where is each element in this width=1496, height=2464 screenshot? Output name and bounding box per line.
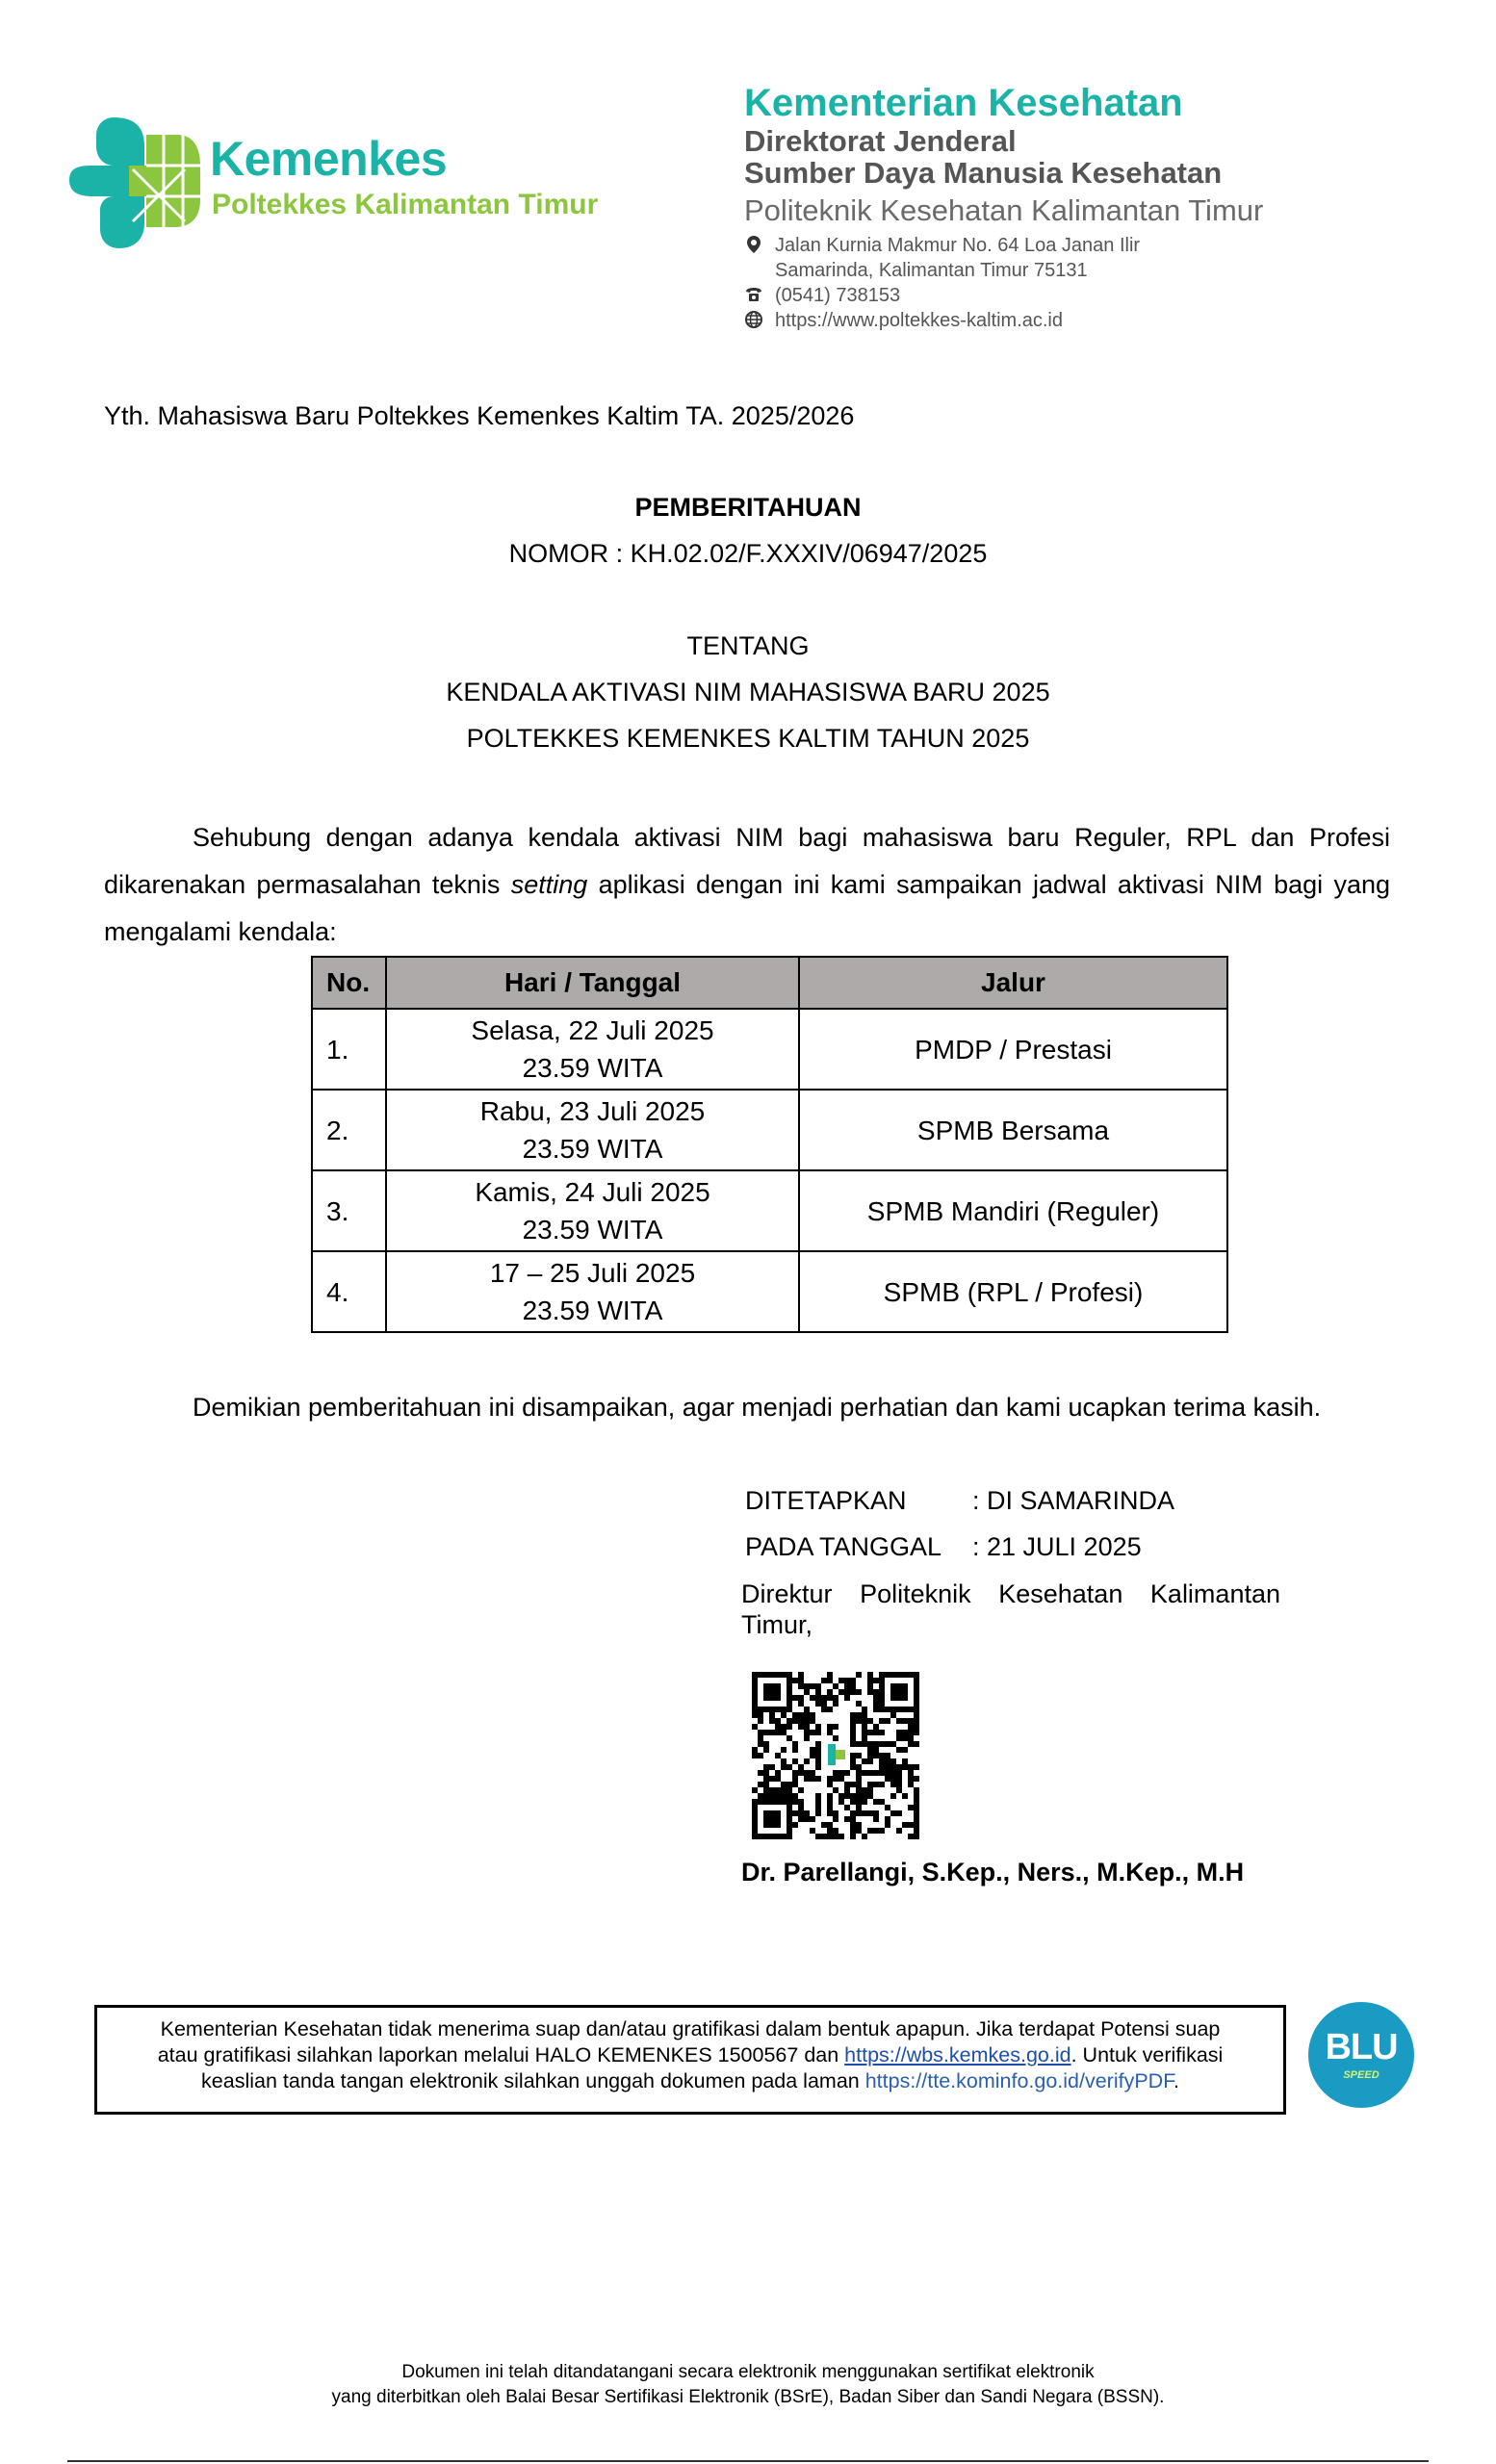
date-label: PADA TANGGAL [745,1532,942,1561]
header-route: Jalur [799,957,1227,1009]
recipient-line: Yth. Mahasiswa Baru Poltekkes Kemenkes Kaltim TA. 2025/2026 [104,401,855,430]
italic-term: setting [510,870,588,899]
table-row [312,1090,1227,1170]
closing-sentence: Demikian pemberitahuan ini disampaikan, agar menjadi perhatian dan kami ucapkan terima kasih. [193,1393,1322,1422]
row-no: 4. [312,1251,386,1332]
logo-subtitle: Poltekkes Kalimantan Timur [212,189,599,220]
table-row [312,1251,1227,1332]
phone-icon [744,285,765,306]
intro-paragraph: Sehubung dengan adanya kendala aktivasi NIM bagi mahasiswa baru Reguler, RPL dan Profesi dikarenakan permasalahan teknis setting aplikasi dengan ini kami sampaikan jadwal aktivasi NIM bagi yang mengalami kendala: [104,823,1391,946]
letterhead-block [744,81,1283,333]
blu-badge-text: BLU [1325,2027,1398,2067]
address-row [744,233,1283,258]
notice-line3: keaslian tanda tangan elektronik silahkan unggah dokumen pada laman https://tte.kominfo.go.id/verifyPDF. [201,2069,1179,2092]
signer-role-line2: Timur, [741,1610,812,1639]
ministry-name: Kementerian Kesehatan [744,82,1183,124]
row-route: PMDP / Prestasi [799,1009,1227,1090]
logo-wordmark: Kemenkes [210,132,448,186]
phone-number: (0541) 738153 [775,285,901,306]
table-row [312,1009,1227,1090]
directorate-line1: Direktorat Jenderal [744,124,1017,158]
bottom-rule [67,2460,1429,2462]
notice-line1: Kementerian Kesehatan tidak menerima suap dan/atau gratifikasi dalam bentuk apapun. Jika terdapat Potensi suap [160,2017,1221,2040]
notice-line2: atau gratifikasi silahkan laporkan melalui HALO KEMENKES 1500567 dan https://wbs.kemkes.go.id. Untuk verifikasi [157,2043,1224,2066]
globe-icon [744,310,765,331]
row-no: 3. [312,1170,386,1251]
document-number: NOMOR : KH.02.02/F.XXXIV/06947/2025 [508,539,988,568]
qr-code-icon [751,1671,920,1840]
row-no: 1. [312,1009,386,1090]
row-date: 17 – 25 Juli 2025 23.59 WITA [386,1251,799,1332]
directorate-line2: Sumber Daya Manusia Kesehatan [744,156,1223,190]
row-date: Kamis, 24 Juli 2025 23.59 WITA [386,1170,799,1251]
phone-row [744,283,1283,308]
header-date: Hari / Tanggal [386,957,799,1009]
row-date: Selasa, 22 Juli 2025 23.59 WITA [386,1009,799,1090]
about-label: TENTANG [686,631,810,660]
row-no: 2. [312,1090,386,1170]
kemenkes-logo-icon [69,108,204,252]
subject-line1: KENDALA AKTIVASI NIM MAHASISWA BARU 2025 [446,678,1050,706]
website-url[interactable]: https://www.poltekkes-kaltim.ac.id [775,310,1063,331]
footer-line2: yang diterbitkan oleh Balai Besar Sertifikasi Elektronik (BSrE), Badan Siber dan Sandi Negara (BSSN). [331,2387,1165,2407]
anti-gratification-notice [94,2005,1286,2115]
website-row [744,308,1283,333]
schedule-table [311,956,1228,1333]
blu-badge-sub: SPEED [1343,2069,1380,2081]
row-route: SPMB Bersama [799,1090,1227,1170]
set-value: : DI SAMARINDA [972,1486,1175,1515]
document-title: PEMBERITAHUAN [634,493,862,522]
subject-line2: POLTEKKES KEMENKES KALTIM TAHUN 2025 [466,724,1030,753]
table-header-row [312,957,1227,1009]
wbs-link[interactable]: https://wbs.kemkes.go.id [844,2043,1071,2066]
header-no: No. [312,957,386,1009]
institution-name: Politeknik Kesehatan Kalimantan Timur [744,193,1264,227]
verify-link[interactable]: https://tte.kominfo.go.id/verifyPDF [864,2069,1174,2092]
row-date: Rabu, 23 Juli 2025 23.59 WITA [386,1090,799,1170]
row-route: SPMB (RPL / Profesi) [799,1251,1227,1332]
address-line2: Samarinda, Kalimantan Timur 75131 [775,260,1088,281]
signer-role-line1: Direktur Politeknik Kesehatan Kalimantan [741,1579,1280,1608]
blu-badge [1308,2002,1414,2108]
signer-name: Dr. Parellangi, S.Kep., Ners., M.Kep., M.H [741,1858,1245,1886]
date-value: : 21 JULI 2025 [972,1532,1142,1561]
address-line1: Jalan Kurnia Makmur No. 64 Loa Janan Ilir [775,235,1141,256]
table-row [312,1170,1227,1251]
set-label: DITETAPKAN [745,1486,907,1515]
map-pin-icon [744,235,765,256]
footer-line1: Dokumen ini telah ditandatangani secara elektronik menggunakan sertifikat elektronik [401,2362,1095,2382]
row-route: SPMB Mandiri (Reguler) [799,1170,1227,1251]
